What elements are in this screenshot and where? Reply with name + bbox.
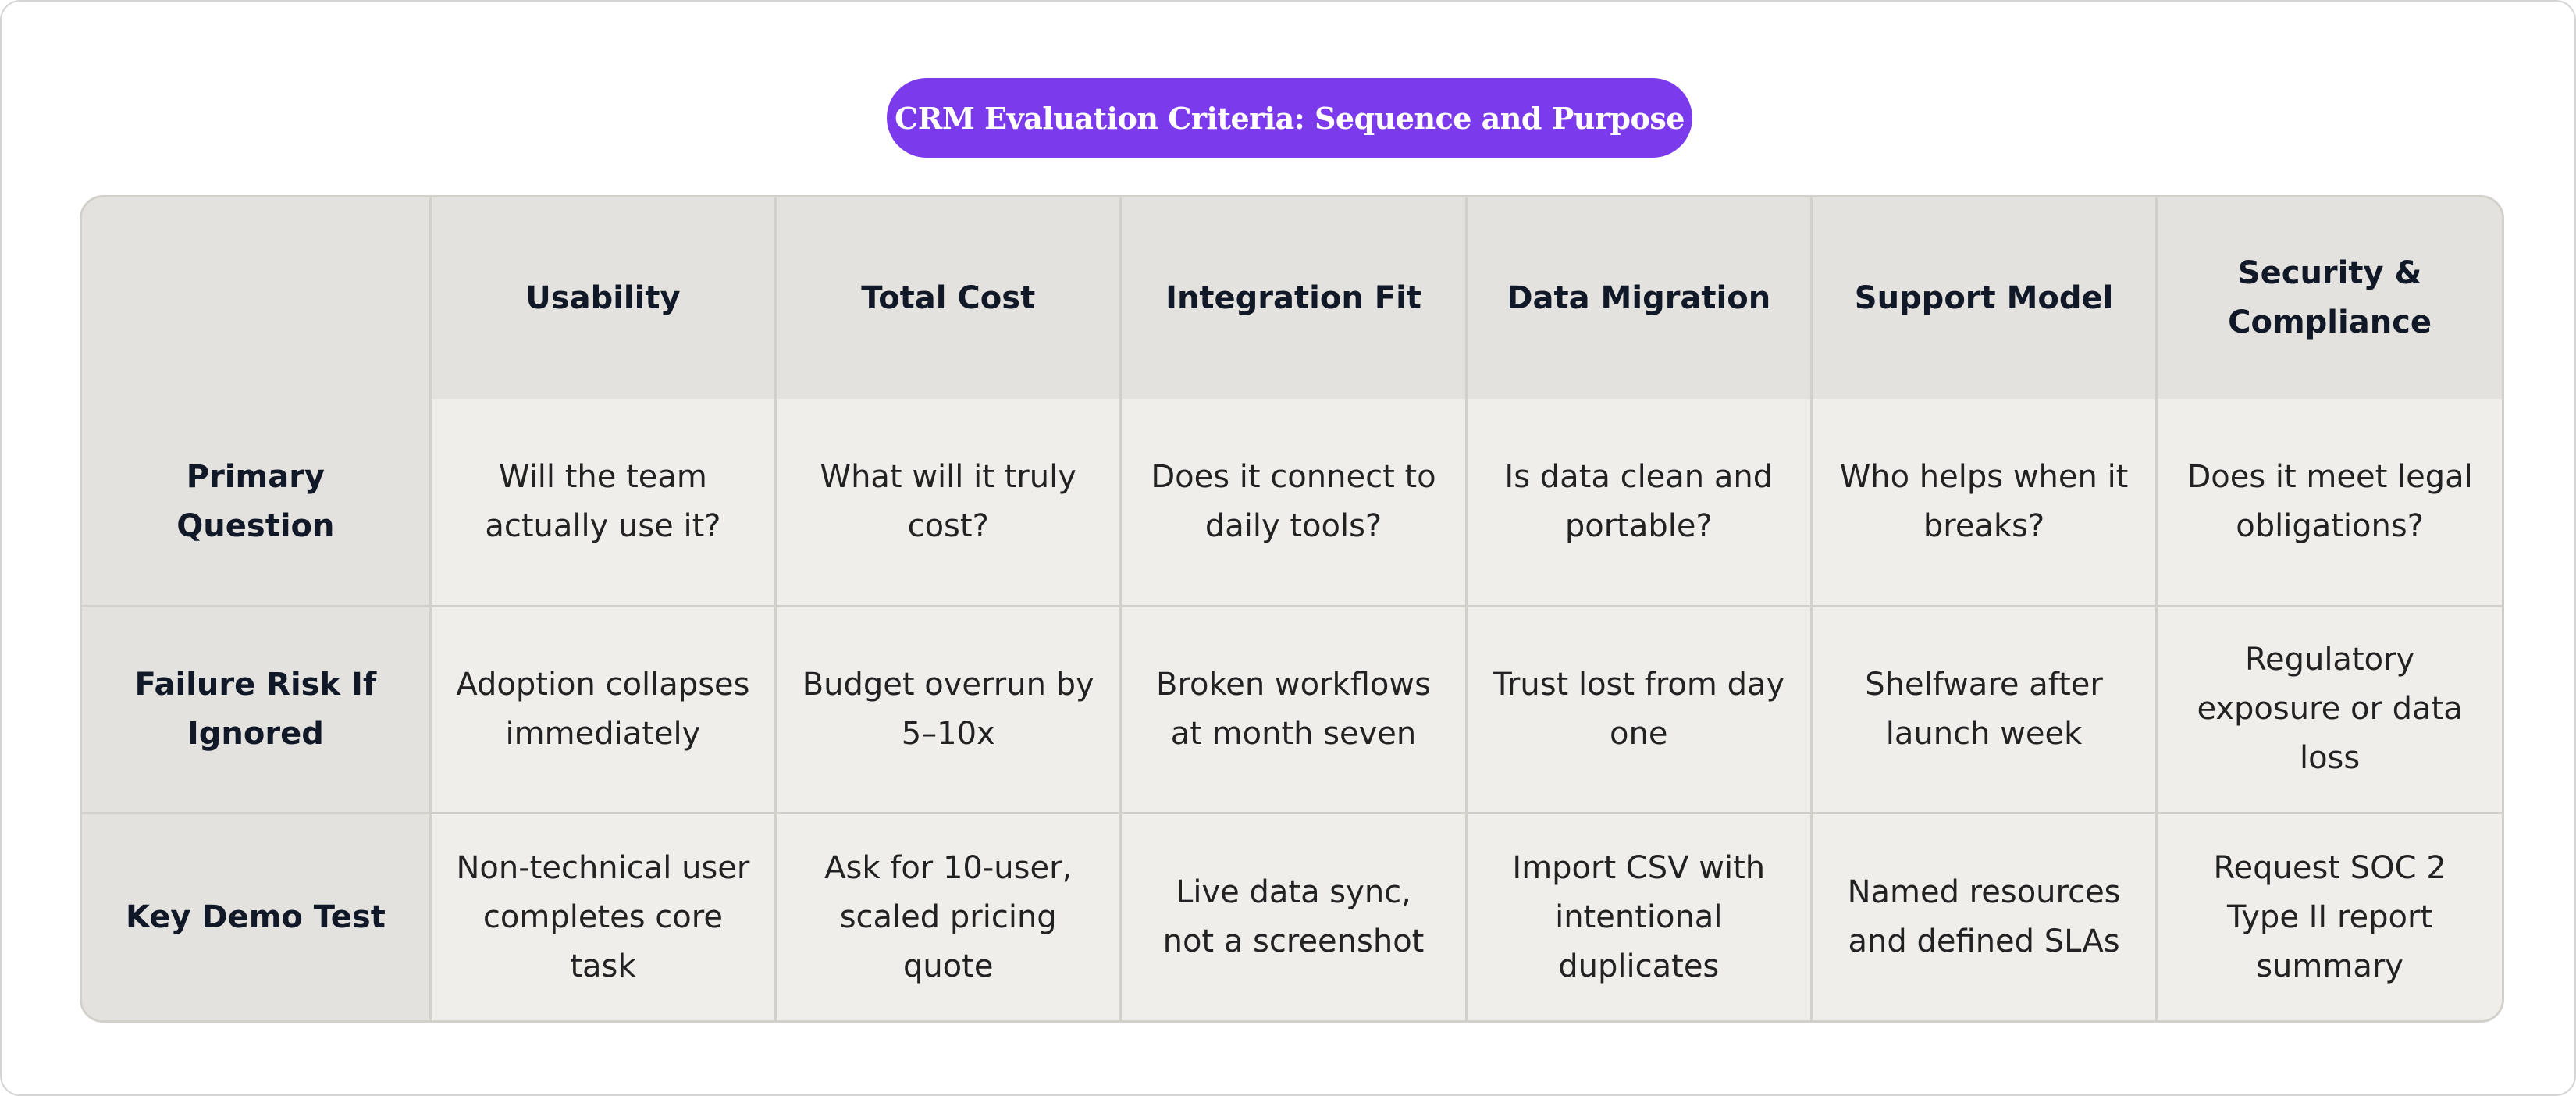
column-header-total-cost: Total Cost: [776, 197, 1121, 399]
row-header-primary-question: Primary Question: [82, 399, 430, 606]
column-header-data-migration: Data Migration: [1466, 197, 1811, 399]
table-cell: Live data sync, not a screenshot: [1121, 813, 1466, 1020]
table-cell: Will the team actually use it?: [430, 399, 775, 606]
table-cell: Does it meet legal obligations?: [2157, 399, 2502, 606]
table-cell: Regulatory exposure or data loss: [2157, 606, 2502, 813]
criteria-table-container: [80, 195, 2504, 1023]
table-cell: Who helps when it breaks?: [1811, 399, 2156, 606]
table-cell: Does it connect to daily tools?: [1121, 399, 1466, 606]
table-row-key-demo-test: [82, 813, 2502, 1020]
column-header-integration-fit: Integration Fit: [1121, 197, 1466, 399]
header-corner-cell: [82, 197, 430, 399]
table-cell: Request SOC 2 Type II report summary: [2157, 813, 2502, 1020]
table-cell: Non-technical user completes core task: [430, 813, 775, 1020]
table-cell: Shelfware after launch week: [1811, 606, 2156, 813]
table-header-row: [82, 197, 2502, 399]
table-cell: Import CSV with intentional duplicates: [1466, 813, 1811, 1020]
column-header-usability: Usability: [430, 197, 775, 399]
page-title: CRM Evaluation Criteria: Sequence and Purpose: [887, 78, 1692, 158]
criteria-table: [82, 197, 2502, 1020]
table-row-primary-question: [82, 399, 2502, 606]
table-cell: Adoption collapses immediately: [430, 606, 775, 813]
table-cell: Trust lost from day one: [1466, 606, 1811, 813]
table-cell: Broken workflows at month seven: [1121, 606, 1466, 813]
row-header-failure-risk: Failure Risk If Ignored: [82, 606, 430, 813]
table-cell: Is data clean and portable?: [1466, 399, 1811, 606]
table-cell: Named resources and defined SLAs: [1811, 813, 2156, 1020]
column-header-support-model: Support Model: [1811, 197, 2156, 399]
column-header-security-compliance: Security & Compliance: [2157, 197, 2502, 399]
table-row-failure-risk: [82, 606, 2502, 813]
table-cell: What will it truly cost?: [776, 399, 1121, 606]
table-cell: Ask for 10-user, scaled pricing quote: [776, 813, 1121, 1020]
row-header-key-demo-test: Key Demo Test: [82, 813, 430, 1020]
table-cell: Budget overrun by 5–10x: [776, 606, 1121, 813]
